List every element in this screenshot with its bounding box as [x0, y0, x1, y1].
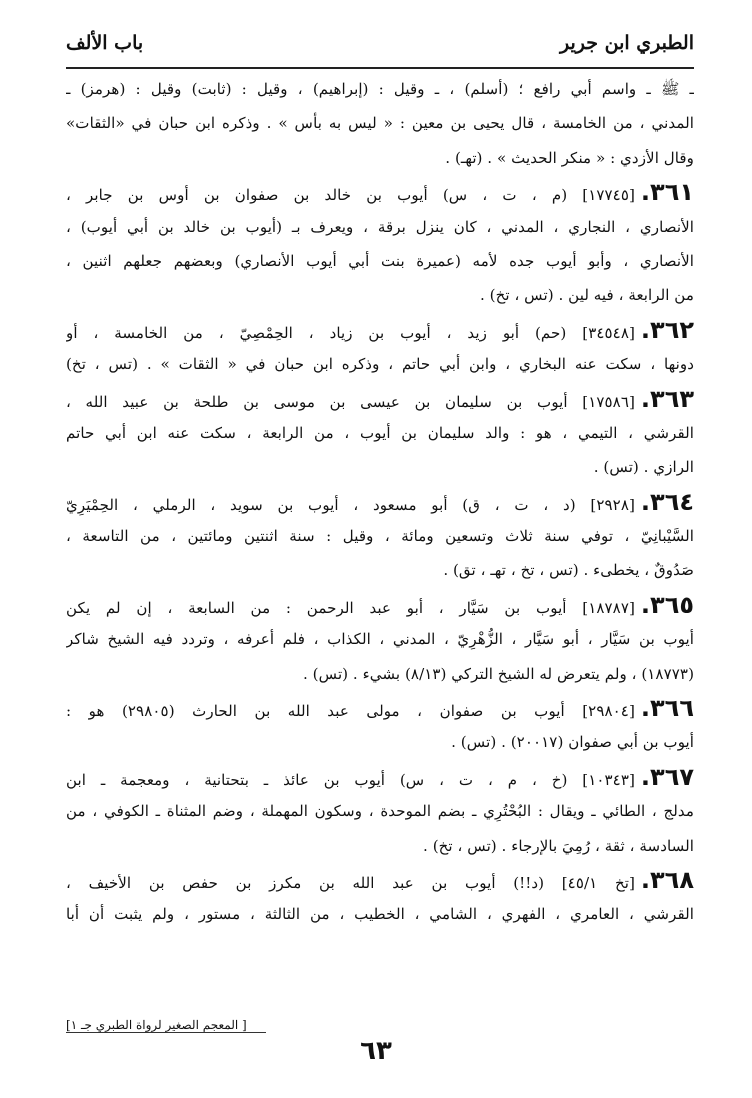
text-line: [66, 863, 694, 897]
line-text: القرشي ، العامري ، الفهري ، الشامي ، الخطيب ، من الثالثة ، مستور ، ولم يثبت أن أبا: [66, 905, 694, 924]
text-line: [66, 210, 694, 244]
line-text: [٢٩٨٠٤] أيوب بن صفوان ، مولى عبد الله بن الحارث (٢٩٨٠٥) هو :: [66, 702, 635, 721]
text-line: [66, 519, 694, 553]
entry-number: ٣٦٦.: [640, 694, 694, 723]
line-text: [١٧٧٤٥] (م ، ت ، س) أيوب بن خالد بن صفوان بن أوس بن جابر ،: [66, 186, 635, 205]
header-chapter-title: باب الألف: [66, 32, 144, 54]
line-text: القرشي ، التيمي ، هو : والد سليمان بن أيوب ، من الرابعة ، سكت عنه ابن أبي حاتم: [66, 423, 694, 442]
text-line: [66, 829, 694, 863]
entry-number: ٣٦٢.: [640, 315, 694, 344]
line-text: ـ ﷺ ـ واسم أبي رافع ؛ (أسلم) ، ـ وقيل : (إبراهيم) ، وقيل : (ثابت) وقيل : (هرمز) ـ: [66, 80, 694, 98]
entry-number: ٣٦١.: [640, 178, 694, 207]
line-text: أيوب بن سَيَّار ، أبو سَيَّار ، الزُّهْرِيّ ، المدني ، الكذاب ، فلم أعرفه ، وتردد فيه الشيخ شاكر: [66, 630, 694, 649]
line-text: وقال الأزدي : « منكر الحديث » . (تهـ) .: [445, 148, 694, 167]
text-line: [66, 106, 694, 140]
line-text: [١٧٥٨٦] أيوب بن سليمان بن عيسى بن موسى بن طلحة بن عبيد الله ،: [66, 392, 635, 411]
footer-book-title: [ المعجم الصغير لرواة الطبري جـ ١]: [66, 1018, 247, 1032]
text-line: [66, 760, 694, 794]
line-text: [٣٤٥٤٨] (حم) أبو زيد ، أيوب بن زياد ، الحِمْصِيّ ، من الخامسة ، أو: [66, 323, 635, 342]
body-text: [66, 72, 694, 932]
entry-number: ٣٦٨.: [640, 865, 694, 894]
line-text: مدلج ، الطائي ـ ويقال : البُحْتُرِي ـ بضم الموحدة ، وسكون المهملة ، وضم المثناة ـ الكوفي ، من: [66, 802, 694, 821]
running-header: [66, 32, 694, 64]
text-line: [66, 897, 694, 931]
line-text: الأنصاري ، النجاري ، المدني ، كان ينزل برقة ، ويعرف بـ (أيوب بن خالد بن أبي أيوب) ،: [66, 217, 694, 236]
text-line: [66, 278, 694, 312]
line-text: السَّيْبانِيّ ، توفي سنة ثلاث وتسعين ومائة ، وقيل : سنة اثنتين ومائتين ، من التاسعة ،: [66, 527, 694, 546]
line-text: [١٨٧٨٧] أيوب بن سَيَّار ، أبو عبد الرحمن : من السابعة ، إن لم يكن: [66, 598, 635, 617]
header-rule: [66, 67, 694, 69]
footer-rule: [66, 1032, 266, 1033]
line-text: صَدُوقٌ ، يخطىء . (تس ، تخ ، تهـ ، تق) .: [443, 561, 694, 580]
text-line: [66, 657, 694, 691]
entry-number: ٣٦٤.: [640, 487, 694, 516]
text-line: [66, 794, 694, 828]
text-line: [66, 485, 694, 519]
text-line: [66, 347, 694, 381]
text-line: [66, 244, 694, 278]
text-line: [66, 382, 694, 416]
text-line: [66, 725, 694, 759]
text-line: [66, 416, 694, 450]
text-line: [66, 313, 694, 347]
line-text: الأنصاري ، وأبو أيوب جده لأمه (عميرة بنت أبي أيوب الأنصاري) وبعضهم جعلهم اثنين ،: [66, 251, 694, 270]
entry-number: ٣٦٧.: [640, 762, 694, 791]
line-text: [تخ ٤٥/١] (د!!) أيوب بن عبد الله بن مكرز بن حفص بن الأخيف ،: [66, 873, 635, 892]
text-line: [66, 72, 694, 106]
text-line: [66, 622, 694, 656]
text-line: [66, 588, 694, 622]
text-line: [66, 141, 694, 175]
line-text: (١٨٧٧٣) ، ولم يتعرض له الشيخ التركي (٨/١٣) بشيء . (تس) .: [303, 664, 694, 683]
page-number: ٦٣: [360, 1036, 392, 1066]
entry-number: ٣٦٥.: [640, 590, 694, 619]
line-text: من الرابعة ، فيه لين . (تس ، تخ) .: [480, 286, 694, 305]
line-text: [١٠٣٤٣] (خ ، م ، ت ، س) أيوب بن عائذ ـ بتحتانية ، ومعجمة ـ ابن: [66, 770, 635, 789]
line-text: دونها ، سكت عنه البخاري ، وابن أبي حاتم ، وذكره ابن حبان في « الثقات » . (تس ، تخ): [66, 355, 694, 374]
entry-number: ٣٦٣.: [640, 384, 694, 413]
line-text: [٢٩٢٨] (د ، ت ، ق) أبو مسعود ، أيوب بن سويد ، الرملي ، الحِمْيَرِيّ: [66, 495, 635, 514]
text-line: [66, 553, 694, 587]
line-text: السادسة ، ثقة ، رُمِيَ بالإرجاء . (تس ، تخ) .: [423, 836, 694, 855]
text-line: [66, 175, 694, 209]
line-text: المدني ، من الخامسة ، قال يحيى بن معين : « ليس به بأس » . وذكره ابن حبان في «الثقات»: [66, 114, 694, 133]
header-author-title: الطبري ابن جرير: [559, 32, 694, 54]
text-line: [66, 691, 694, 725]
text-line: [66, 450, 694, 484]
line-text: أيوب بن أبي صفوان (٢٠٠١٧) . (تس) .: [451, 733, 694, 752]
line-text: الرازي . (تس) .: [593, 458, 694, 477]
